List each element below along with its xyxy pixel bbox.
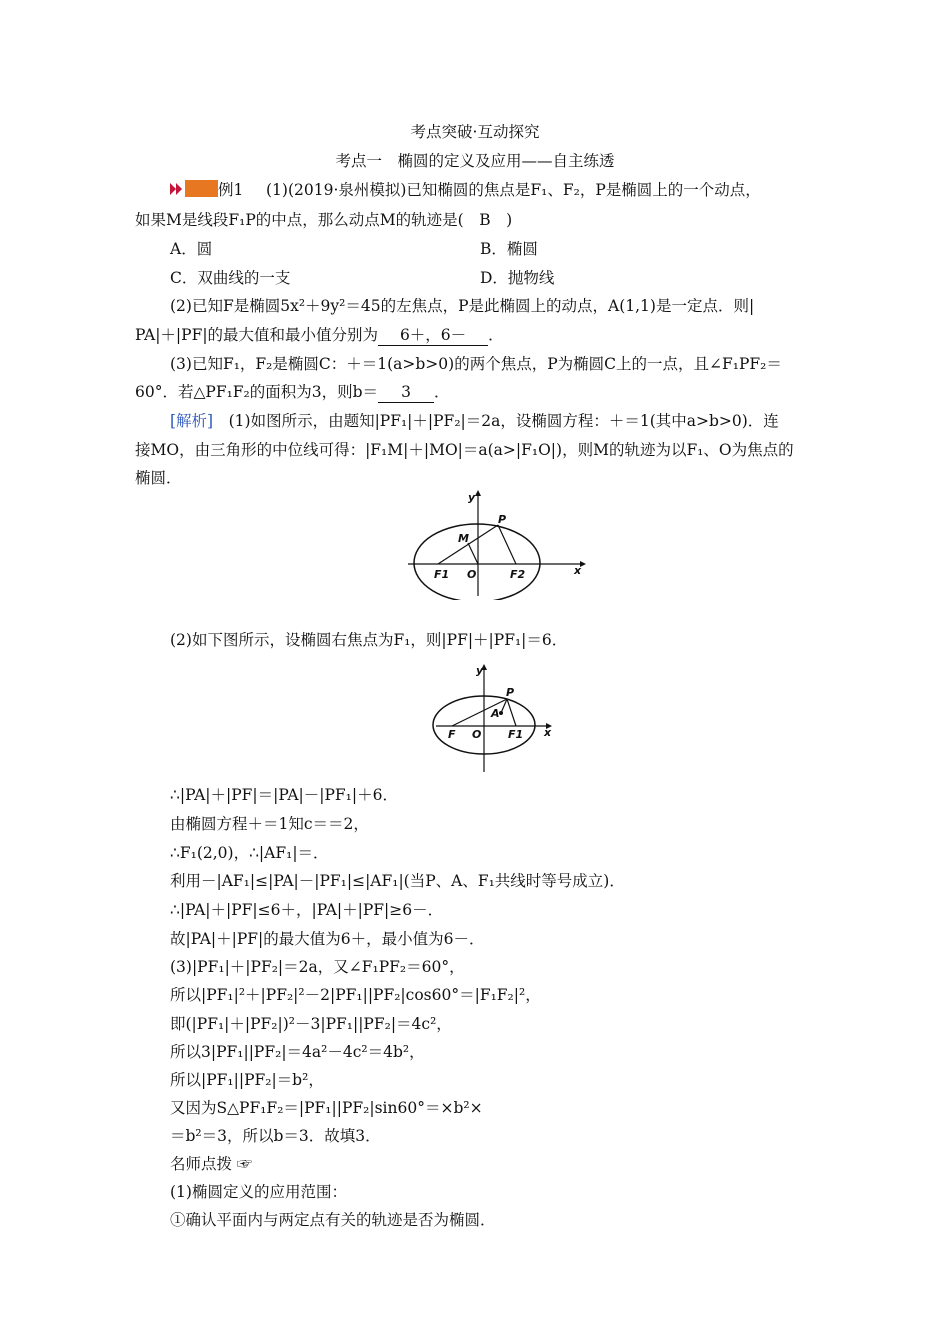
q2-line1: (2)已知F是椭圆5x²＋9y²＝45的左焦点，P是此椭圆上的动点，A(1,1)是一定点．则| <box>170 297 755 315</box>
example-label: 例1 <box>218 181 244 199</box>
q2-line2 <box>135 325 504 346</box>
solution-line-8: 所以|PF₁|²＋|PF₂|²－2|PF₁||PF₂|cos60°＝|F₁F₂|²， <box>170 986 541 1004</box>
ellipse-figure-1 <box>398 488 588 600</box>
q3-end: ． <box>434 383 450 401</box>
analysis-tag: [解析] <box>170 412 214 430</box>
fig1-label-p: P <box>498 513 507 526</box>
fig1-label-f1: F1 <box>434 568 450 581</box>
q1-line2: 如果M是线段F₁P的中点，那么动点M的轨迹是( B ) <box>135 211 513 229</box>
q3-text: 60°．若△PF₁F₂的面积为3，则b＝ <box>135 383 379 401</box>
q3-line2 <box>135 382 450 403</box>
solution-line-12: 又因为S△PF₁F₂＝|PF₁||PF₂|sin60°＝×b²× <box>170 1099 483 1117</box>
part2-intro: (2)如下图所示，设椭圆右焦点为F₁，则|PF|＋|PF₁|＝6． <box>170 631 568 649</box>
fig1-label-x: x <box>574 564 582 577</box>
solution-line-1: ∴|PA|＋|PF|＝|PA|－|PF₁|＋6． <box>170 786 398 804</box>
solution-line-6: 故|PA|＋|PF|的最大值为6＋，最小值为6－． <box>170 930 485 948</box>
option-a: A．圆 <box>170 240 213 258</box>
q2-answer-blank: 6＋，6－ <box>378 325 488 346</box>
solution-line-11: 所以|PF₁||PF₂|＝b²， <box>170 1071 324 1089</box>
ellipse-figure-2 <box>428 660 558 775</box>
analysis-line1 <box>170 411 779 431</box>
example-marker-icon <box>170 179 220 199</box>
analysis-line2: 接MO，由三角形的中位线可得：|F₁M|＋|MO|＝a(a>|F₁O|)，则M的轨迹为以F₁、O为焦点的 <box>135 441 794 459</box>
solution-line-13: ＝b²＝3，所以b＝3．故填3． <box>170 1127 381 1145</box>
solution-line-4: 利用－|AF₁|≤|PA|－|PF₁|≤|AF₁|(当P、A、F₁共线时等号成立)． <box>170 872 625 890</box>
q2-text: PA|＋|PF|的最大值和最小值分别为 <box>135 326 379 344</box>
fig2-label-y: y <box>476 664 484 677</box>
topic-title: 考点一 椭圆的定义及应用——自主练透 <box>335 152 615 170</box>
tip-heading: 名师点拨 ☞ <box>170 1155 253 1173</box>
solution-line-2: 由椭圆方程＋＝1知c＝＝2， <box>170 815 369 833</box>
fig2-label-p: P <box>506 686 515 699</box>
option-b: B．椭圆 <box>480 240 538 258</box>
fig2-label-f1: F1 <box>508 728 524 741</box>
solution-line-9: 即(|PF₁|＋|PF₂|)²－3|PF₁||PF₂|＝4c²， <box>170 1015 452 1033</box>
fig2-label-o: O <box>472 728 482 741</box>
solution-line-10: 所以3|PF₁||PF₂|＝4a²－4c²＝4b²， <box>170 1043 425 1061</box>
q3-line1: (3)已知F₁，F₂是椭圆C：＋＝1(a>b>0)的两个焦点，P为椭圆C上的一点，且∠F₁PF₂＝ <box>170 355 782 373</box>
fig1-label-o: O <box>467 568 477 581</box>
fig1-label-f2: F2 <box>510 568 526 581</box>
section-title: 考点突破·互动探究 <box>410 123 540 141</box>
fig1-label-m: M <box>458 532 469 545</box>
solution-line-3: ∴F₁(2,0)，∴|AF₁|＝． <box>170 844 329 862</box>
fig1-label-y: y <box>468 491 476 504</box>
q1-line1: (1)(2019·泉州模拟)已知椭圆的焦点是F₁、F₂，P是椭圆上的一个动点， <box>266 181 761 199</box>
fig2-label-f: F <box>448 728 456 741</box>
tip-line-1: (1)椭圆定义的应用范围： <box>170 1183 347 1201</box>
analysis-text: (1)如图所示，由题知|PF₁|＋|PF₂|＝2a，设椭圆方程：＋＝1(其中a>b>0)．连 <box>213 412 779 430</box>
q2-end: ． <box>488 326 504 344</box>
analysis-line3: 椭圆． <box>135 469 182 487</box>
q3-answer-blank: 3 <box>378 382 434 403</box>
fig2-label-a: A <box>491 707 500 720</box>
solution-line-7: (3)|PF₁|＋|PF₂|＝2a，又∠F₁PF₂＝60°， <box>170 958 465 976</box>
option-c: C．双曲线的一支 <box>170 269 291 287</box>
option-d: D．抛物线 <box>480 269 555 287</box>
fig2-label-x: x <box>544 726 552 739</box>
solution-line-5: ∴|PA|＋|PF|≤6＋，|PA|＋|PF|≥6－． <box>170 901 444 919</box>
tip-line-2: ①确认平面内与两定点有关的轨迹是否为椭圆． <box>170 1211 496 1229</box>
